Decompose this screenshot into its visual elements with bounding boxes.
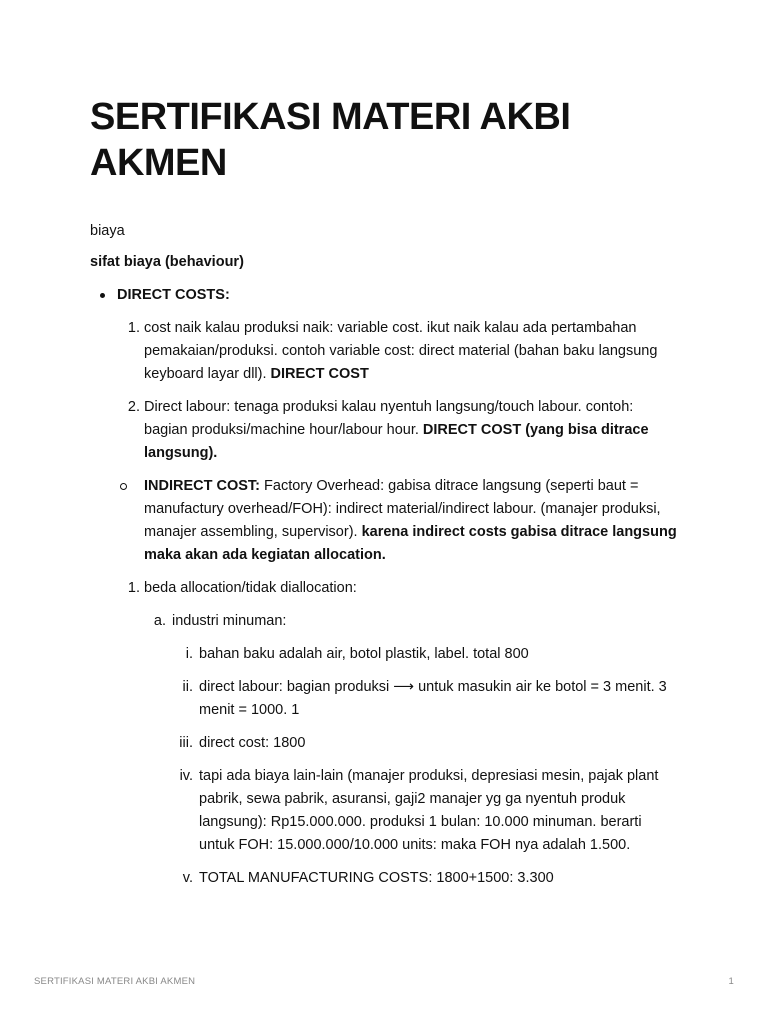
document-page <box>90 94 680 890</box>
list-item-text: Direct labour: tenaga produksi kalau nyentuh langsung/touch labour. contoh: bagian produksi/machine hour/labour hour. <box>144 399 634 438</box>
list-item-text: beda allocation/tidak diallocation: <box>144 580 357 596</box>
indirect-cost-bold: karena indirect costs gabisa ditrace langsung maka akan ada kegiatan allocation. <box>144 524 677 563</box>
list-item-text: direct cost: 1800 <box>199 735 306 751</box>
list-marker: i. <box>185 646 193 662</box>
list-marker: iv. <box>179 768 193 784</box>
list-item-direct-labour <box>127 396 680 465</box>
bullet-circle-icon <box>120 483 127 490</box>
list-item-text: tapi ada biaya lain-lain (manajer produksi, depresiasi mesin, pajak plant pabrik, sewa pabrik, asuransi, gaji2 manajer yg ga nyentuh produk langsung): Rp15.000.000. produksi 1 bulan: 10.000 minuman. berarti untuk FOH: 15.000.000/10.000 units: maka FOH nya adalah 1.500. <box>199 768 659 853</box>
indirect-cost-bullet <box>144 475 680 567</box>
roman-item-direct-labour <box>182 676 680 722</box>
list-item-text: industri minuman: <box>172 613 287 629</box>
section-heading: sifat biaya (behaviour) <box>90 254 244 270</box>
bullet-dot-icon <box>100 293 105 298</box>
list-marker: v. <box>182 870 193 886</box>
roman-item-total <box>182 867 680 890</box>
list-item-text: TOTAL MANUFACTURING COSTS: 1800+1500: 3.300 <box>199 870 554 886</box>
list-marker: iii. <box>179 735 193 751</box>
roman-item-direct-cost <box>179 732 680 755</box>
indirect-cost-text: Factory Overhead: gabisa ditrace langsung (seperti baut = manufactury overhead/FOH): indirect material/indirect labour. (manajer produksi, manajer assembling, supervisor). <box>144 478 661 540</box>
list-item-industry <box>153 610 680 633</box>
roman-item-raw-material <box>185 643 680 666</box>
list-item-text: direct labour: bagian produksi ⟶ untuk masukin air ke botol = 3 menit. 3 menit = 1000. 1 <box>199 679 667 718</box>
page-footer <box>34 976 734 987</box>
indirect-cost-label: INDIRECT COST: <box>144 478 260 494</box>
list-item-allocation <box>127 577 680 600</box>
list-marker: 2. <box>127 399 140 415</box>
document-title: SERTIFIKASI MATERI AKBI AKMEN <box>90 96 571 184</box>
list-item-bold: DIRECT COST (yang bisa ditrace langsung). <box>144 422 649 461</box>
list-marker: ii. <box>182 679 193 695</box>
list-item-direct-material <box>127 317 680 386</box>
list-item-text: bahan baku adalah air, botol plastik, label. total 800 <box>199 646 529 662</box>
list-item-text: cost naik kalau produksi naik: variable cost. ikut naik kalau ada pertambahan pemakaian/produksi. contoh variable cost: direct material (bahan baku langsung keyboard layar dll). <box>144 320 658 382</box>
direct-costs-bullet <box>117 284 680 307</box>
list-marker: 1. <box>127 580 140 596</box>
list-marker: a. <box>153 613 166 629</box>
direct-costs-label: DIRECT COSTS: <box>117 287 230 303</box>
footer-title: SERTIFIKASI MATERI AKBI AKMEN <box>34 976 196 987</box>
list-item-bold: DIRECT COST <box>270 366 369 382</box>
list-marker: 1. <box>127 320 140 336</box>
footer-page-number: 1 <box>728 976 734 987</box>
intro-text: biaya <box>90 223 125 239</box>
roman-item-foh <box>179 765 680 857</box>
